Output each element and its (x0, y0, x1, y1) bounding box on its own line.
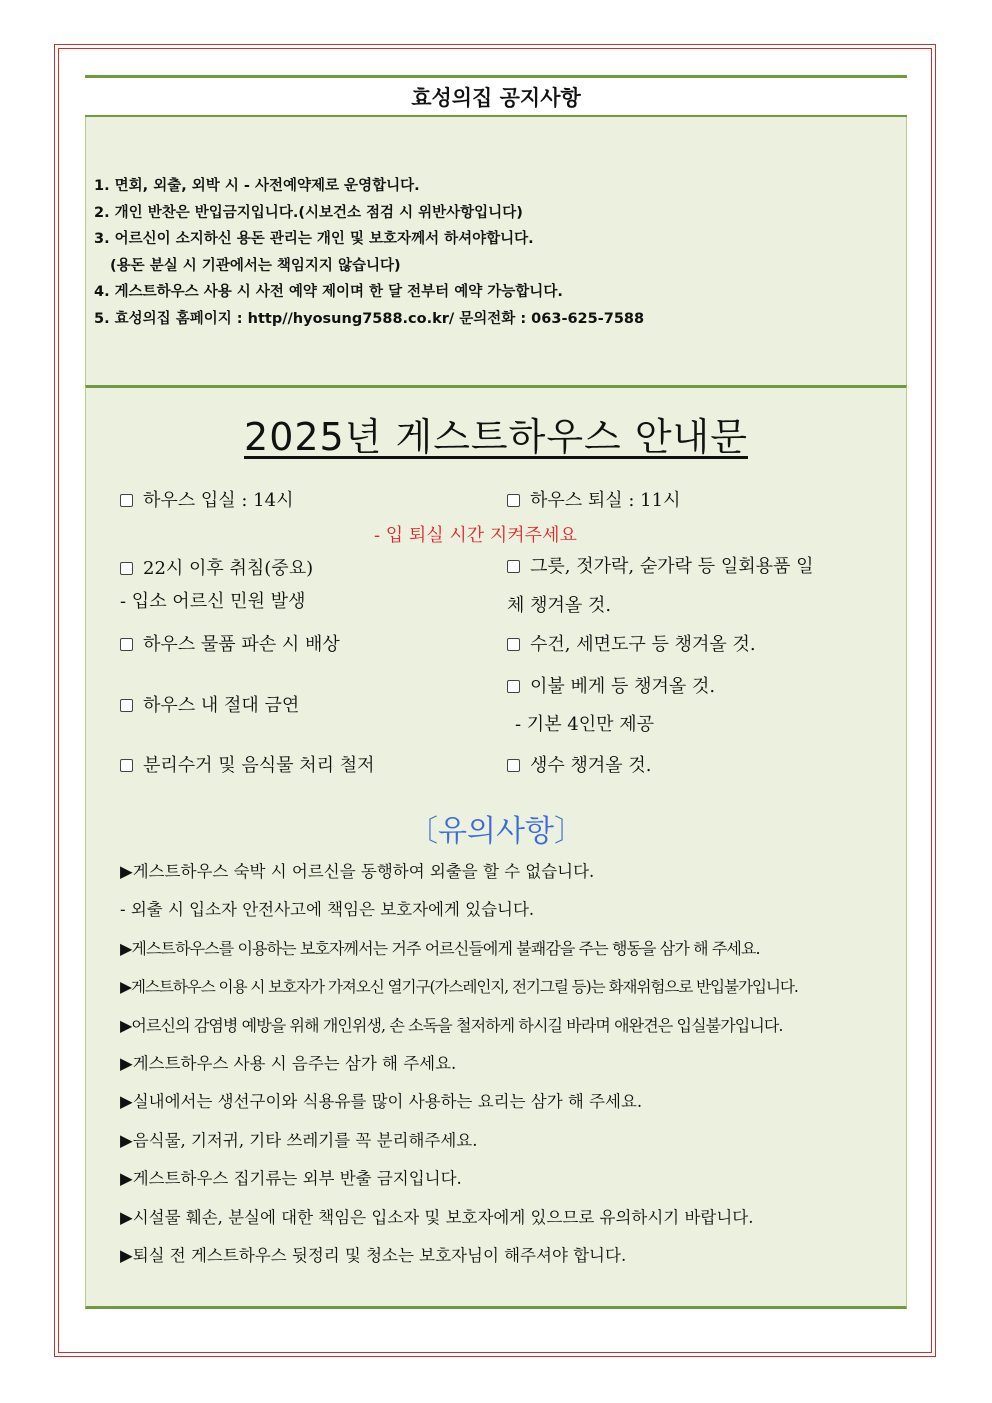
notice-item: 1. 면회, 외출, 외박 시 - 사전예약제로 운영합니다. (94, 178, 420, 194)
damage-item (120, 630, 340, 656)
caution-item: ▶시설물 훼손, 분실에 대한 책임은 입소자 및 보호자에게 있으므로 유의하시기 바랍니다. (120, 1207, 754, 1227)
caution-item: ▶어르신의 감염병 예방을 위해 개인위생, 손 소독을 철저하게 하시길 바라며 애완견은 입실불가입니다. (120, 1015, 783, 1035)
caution-item: ▶게스트하우스 이용 시 보호자가 가져오신 열기구(가스레인지, 전기그릴 등)는 화재위험으로 반입불가입니다. (120, 978, 798, 997)
caution-item: ▶게스트하우스 숙박 시 어르신을 동행하여 외출을 할 수 없습니다. (120, 862, 595, 881)
sleep-item (120, 554, 313, 580)
checkbox-icon (507, 560, 520, 573)
caution-item: ▶음식물, 기저귀, 기타 쓰레기를 꼭 분리해주세요. (120, 1130, 478, 1150)
notice-item: (용돈 분실 시 기관에서는 책임지지 않습니다) (110, 257, 401, 274)
checkbox-icon (507, 494, 520, 507)
dishes-item (507, 552, 813, 578)
checkbox-icon (120, 638, 133, 651)
checkbox-icon (507, 680, 520, 693)
notice-title: 효성의집 공지사항 (85, 75, 907, 117)
caution-item: ▶실내에서는 생선구이와 식용유를 많이 사용하는 요리는 삼가 해 주세요. (120, 1092, 643, 1112)
bedding-item (507, 672, 715, 698)
notice-item: 5. 효성의집 홈페이지 : http//hyosung7588.co.kr/ 문의전화 : 063-625-7588 (94, 310, 645, 327)
checkbox-icon (120, 699, 133, 712)
recycle-text: 분리수거 및 음식물 처리 철저 (143, 755, 375, 776)
notice-item: 4. 게스트하우스 사용 시 사전 예약 제이며 한 달 전부터 예약 가능합니다. (94, 284, 563, 300)
time-note: - 입 퇴실 시간 지켜주세요 (374, 525, 577, 546)
notice-item: 2. 개인 반찬은 반입금지입니다.(시보건소 점검 시 위반사항입니다) (94, 204, 523, 221)
checkout-item (507, 486, 680, 512)
checkout-text: 하우스 퇴실 : 11시 (530, 490, 681, 511)
bedding-text: 이불 베게 등 챙겨올 것. (530, 676, 716, 697)
dishes-text-line1: 그릇, 젓가락, 숟가락 등 일회용품 일 (530, 556, 814, 577)
checkbox-icon (507, 638, 520, 651)
notice-list (94, 173, 644, 332)
smoking-item (120, 691, 299, 717)
checkbox-icon (120, 494, 133, 507)
caution-item: ▶게스트하우스 집기류는 외부 반출 금지입니다. (120, 1169, 462, 1189)
caution-item: ▶게스트하우스 사용 시 음주는 삼가 해 주세요. (120, 1053, 457, 1073)
towel-text: 수건, 세면도구 등 챙겨올 것. (530, 634, 756, 655)
guide-title: 2025년 게스트하우스 안내문 (244, 415, 748, 459)
caution-item: ▶게스트하우스를 이용하는 보호자께서는 거주 어르신들에게 불쾌감을 주는 행동을 삼가 해 주세요. (120, 938, 760, 958)
checkbox-icon (120, 759, 133, 772)
dishes-text-line2: 체 챙겨올 것. (507, 595, 612, 616)
checkbox-icon (507, 759, 520, 772)
damage-text: 하우스 물품 파손 시 배상 (143, 634, 340, 655)
smoking-text: 하우스 내 절대 금연 (143, 695, 300, 716)
caution-list (120, 857, 798, 1279)
caution-title: 〔유의사항〕 (408, 814, 584, 849)
caution-item: - 외출 시 입소자 안전사고에 책임은 보호자에게 있습니다. (120, 900, 535, 920)
notice-item: 3. 어르신이 소지하신 용돈 관리는 개인 및 보호자께서 하셔야합니다. (94, 231, 534, 247)
checkbox-icon (120, 562, 133, 575)
recycle-item (120, 751, 375, 777)
notice-section (85, 117, 907, 385)
water-item (507, 751, 652, 777)
caution-item: ▶퇴실 전 게스트하우스 뒷정리 및 청소는 보호자님이 해주셔야 합니다. (120, 1245, 627, 1265)
guesthouse-guide-section (85, 385, 907, 1309)
sleep-text: 22시 이후 취침(중요) (143, 558, 314, 579)
towel-item (507, 630, 756, 656)
water-text: 생수 챙겨올 것. (530, 755, 652, 776)
checkin-item (120, 486, 293, 512)
sleep-note: - 입소 어르신 민원 발생 (120, 591, 306, 612)
bedding-note: - 기본 4인만 제공 (515, 714, 655, 735)
checkin-text: 하우스 입실 : 14시 (143, 490, 294, 511)
